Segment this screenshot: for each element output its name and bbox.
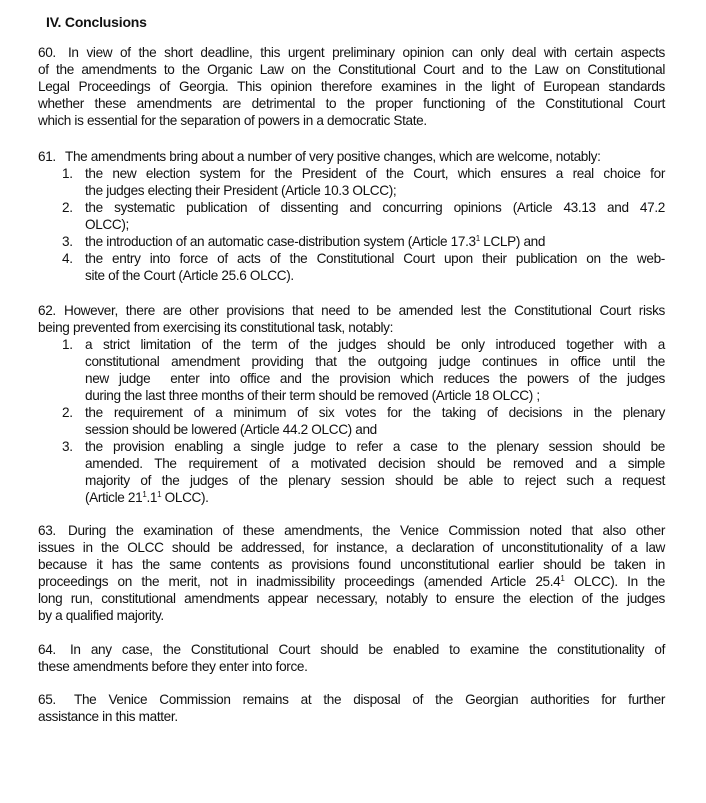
list-marker: 3.: [62, 439, 73, 454]
paragraph-line: these amendments before they enter into force.: [38, 659, 308, 674]
paragraph-line: proceedings on the merit, not in inadmissibility proceedings (amended Article 25.4$^1$ OLCC). In the: [38, 574, 665, 589]
paragraph-line: Legal Proceedings of Georgia. This opinion therefore examines in the light of European standards: [38, 79, 665, 94]
list-item-line: during the last three months of their term should be removed (Article 18 OLCC) ;: [85, 388, 540, 403]
footnote-superscript: 1: [475, 234, 480, 243]
list-marker: 4.: [62, 251, 73, 266]
list-item-line: constitutional amendment providing that the outgoing judge continues in office until the: [85, 354, 665, 369]
list-item-line: OLCC);: [85, 217, 129, 232]
paragraph-line: However, there are other provisions that need to be amended lest the Constitutional Court risks: [64, 303, 665, 318]
footnote-superscript: 1: [560, 574, 565, 583]
list-item-line: the entry into force of acts of the Constitutional Court upon their publication on the web-: [85, 251, 665, 266]
section-heading: IV. Conclusions: [46, 14, 147, 30]
paragraph-line: of the amendments to the Organic Law on the Constitutional Court and to the Law on Constitutional: [38, 62, 665, 77]
list-marker: 1.: [62, 166, 73, 181]
paragraph-number: 62.: [38, 303, 56, 318]
list-marker: 1.: [62, 337, 73, 352]
list-item-line: the provision enabling a single judge to refer a case to the plenary session should be: [85, 439, 665, 454]
list-item-line: the requirement of a minimum of six votes for the taking of decisions in the plenary: [85, 405, 665, 420]
list-item-line: a strict limitation of the term of the judges should be only introduced together with a: [85, 337, 665, 352]
list-marker: 2.: [62, 405, 73, 420]
paragraph-intro: The amendments bring about a number of very positive changes, which are welcome, notably:: [65, 149, 601, 164]
list-marker: 2.: [62, 200, 73, 215]
paragraph-number: 63.: [38, 523, 56, 538]
list-item-line: (Article $21^1.1^1$ OLCC).: [85, 490, 209, 505]
list-item-line: session should be lowered (Article 44.2 OLCC) and: [85, 422, 377, 437]
list-item-line: amended. The requirement of a motivated decision should be removed and a simple: [85, 456, 665, 471]
paragraph-line: being prevented from exercising its constitutional task, notably:: [38, 320, 394, 335]
paragraph-line: long run, constitutional amendments appear necessary, notably to ensure the election of the judges: [38, 591, 665, 606]
paragraph-line: assistance in this matter.: [38, 709, 178, 724]
paragraph-line: whether these amendments are detrimental to the proper functioning of the Constitutional Court: [38, 96, 665, 111]
list-item-line: the introduction of an automatic case-distribution system (Article 17.3$^1$ LCLP) and: [85, 234, 546, 249]
list-item-line: majority of the judges of the plenary session should be able to reject such a request: [85, 473, 665, 488]
footnote-superscript: 1: [142, 490, 147, 499]
list-item-line: new judge enter into office and the provision which reduces the powers of the judges: [85, 371, 665, 386]
paragraph-number: 65.: [38, 692, 56, 707]
list-marker: 3.: [62, 234, 73, 249]
paragraph-line: by a qualified majority.: [38, 608, 164, 623]
list-item-line: site of the Court (Article 25.6 OLCC).: [85, 268, 294, 283]
list-item-line: the judges electing their President (Article 10.3 OLCC);: [85, 183, 397, 198]
paragraph-line: because it has the same contents as provisions found unconstitutional earlier should be taken in: [38, 557, 665, 572]
footnote-superscript: 1: [157, 490, 162, 499]
paragraph-line: In view of the short deadline, this urgent preliminary opinion can only deal with certain aspects: [68, 45, 665, 60]
paragraph-line: which is essential for the separation of powers in a democratic State.: [38, 113, 427, 128]
paragraph-number: 60.: [38, 45, 56, 60]
paragraph-number: 61.: [38, 149, 56, 164]
paragraph-number: 64.: [38, 642, 56, 657]
paragraph-line: The Venice Commission remains at the disposal of the Georgian authorities for further: [74, 692, 665, 707]
paragraph-line: issues in the OLCC should be addressed, for instance, a declaration of unconstitutionality of a law: [38, 540, 665, 555]
list-item-line: the new election system for the President of the Court, which ensures a real choice for: [85, 166, 665, 181]
paragraph-line: During the examination of these amendments, the Venice Commission noted that also other: [68, 523, 665, 538]
list-item-line: the systematic publication of dissenting and concurring opinions (Article 43.13 and 47.2: [85, 200, 665, 215]
paragraph-line: In any case, the Constitutional Court should be enabled to examine the constitutionality of: [70, 642, 665, 657]
